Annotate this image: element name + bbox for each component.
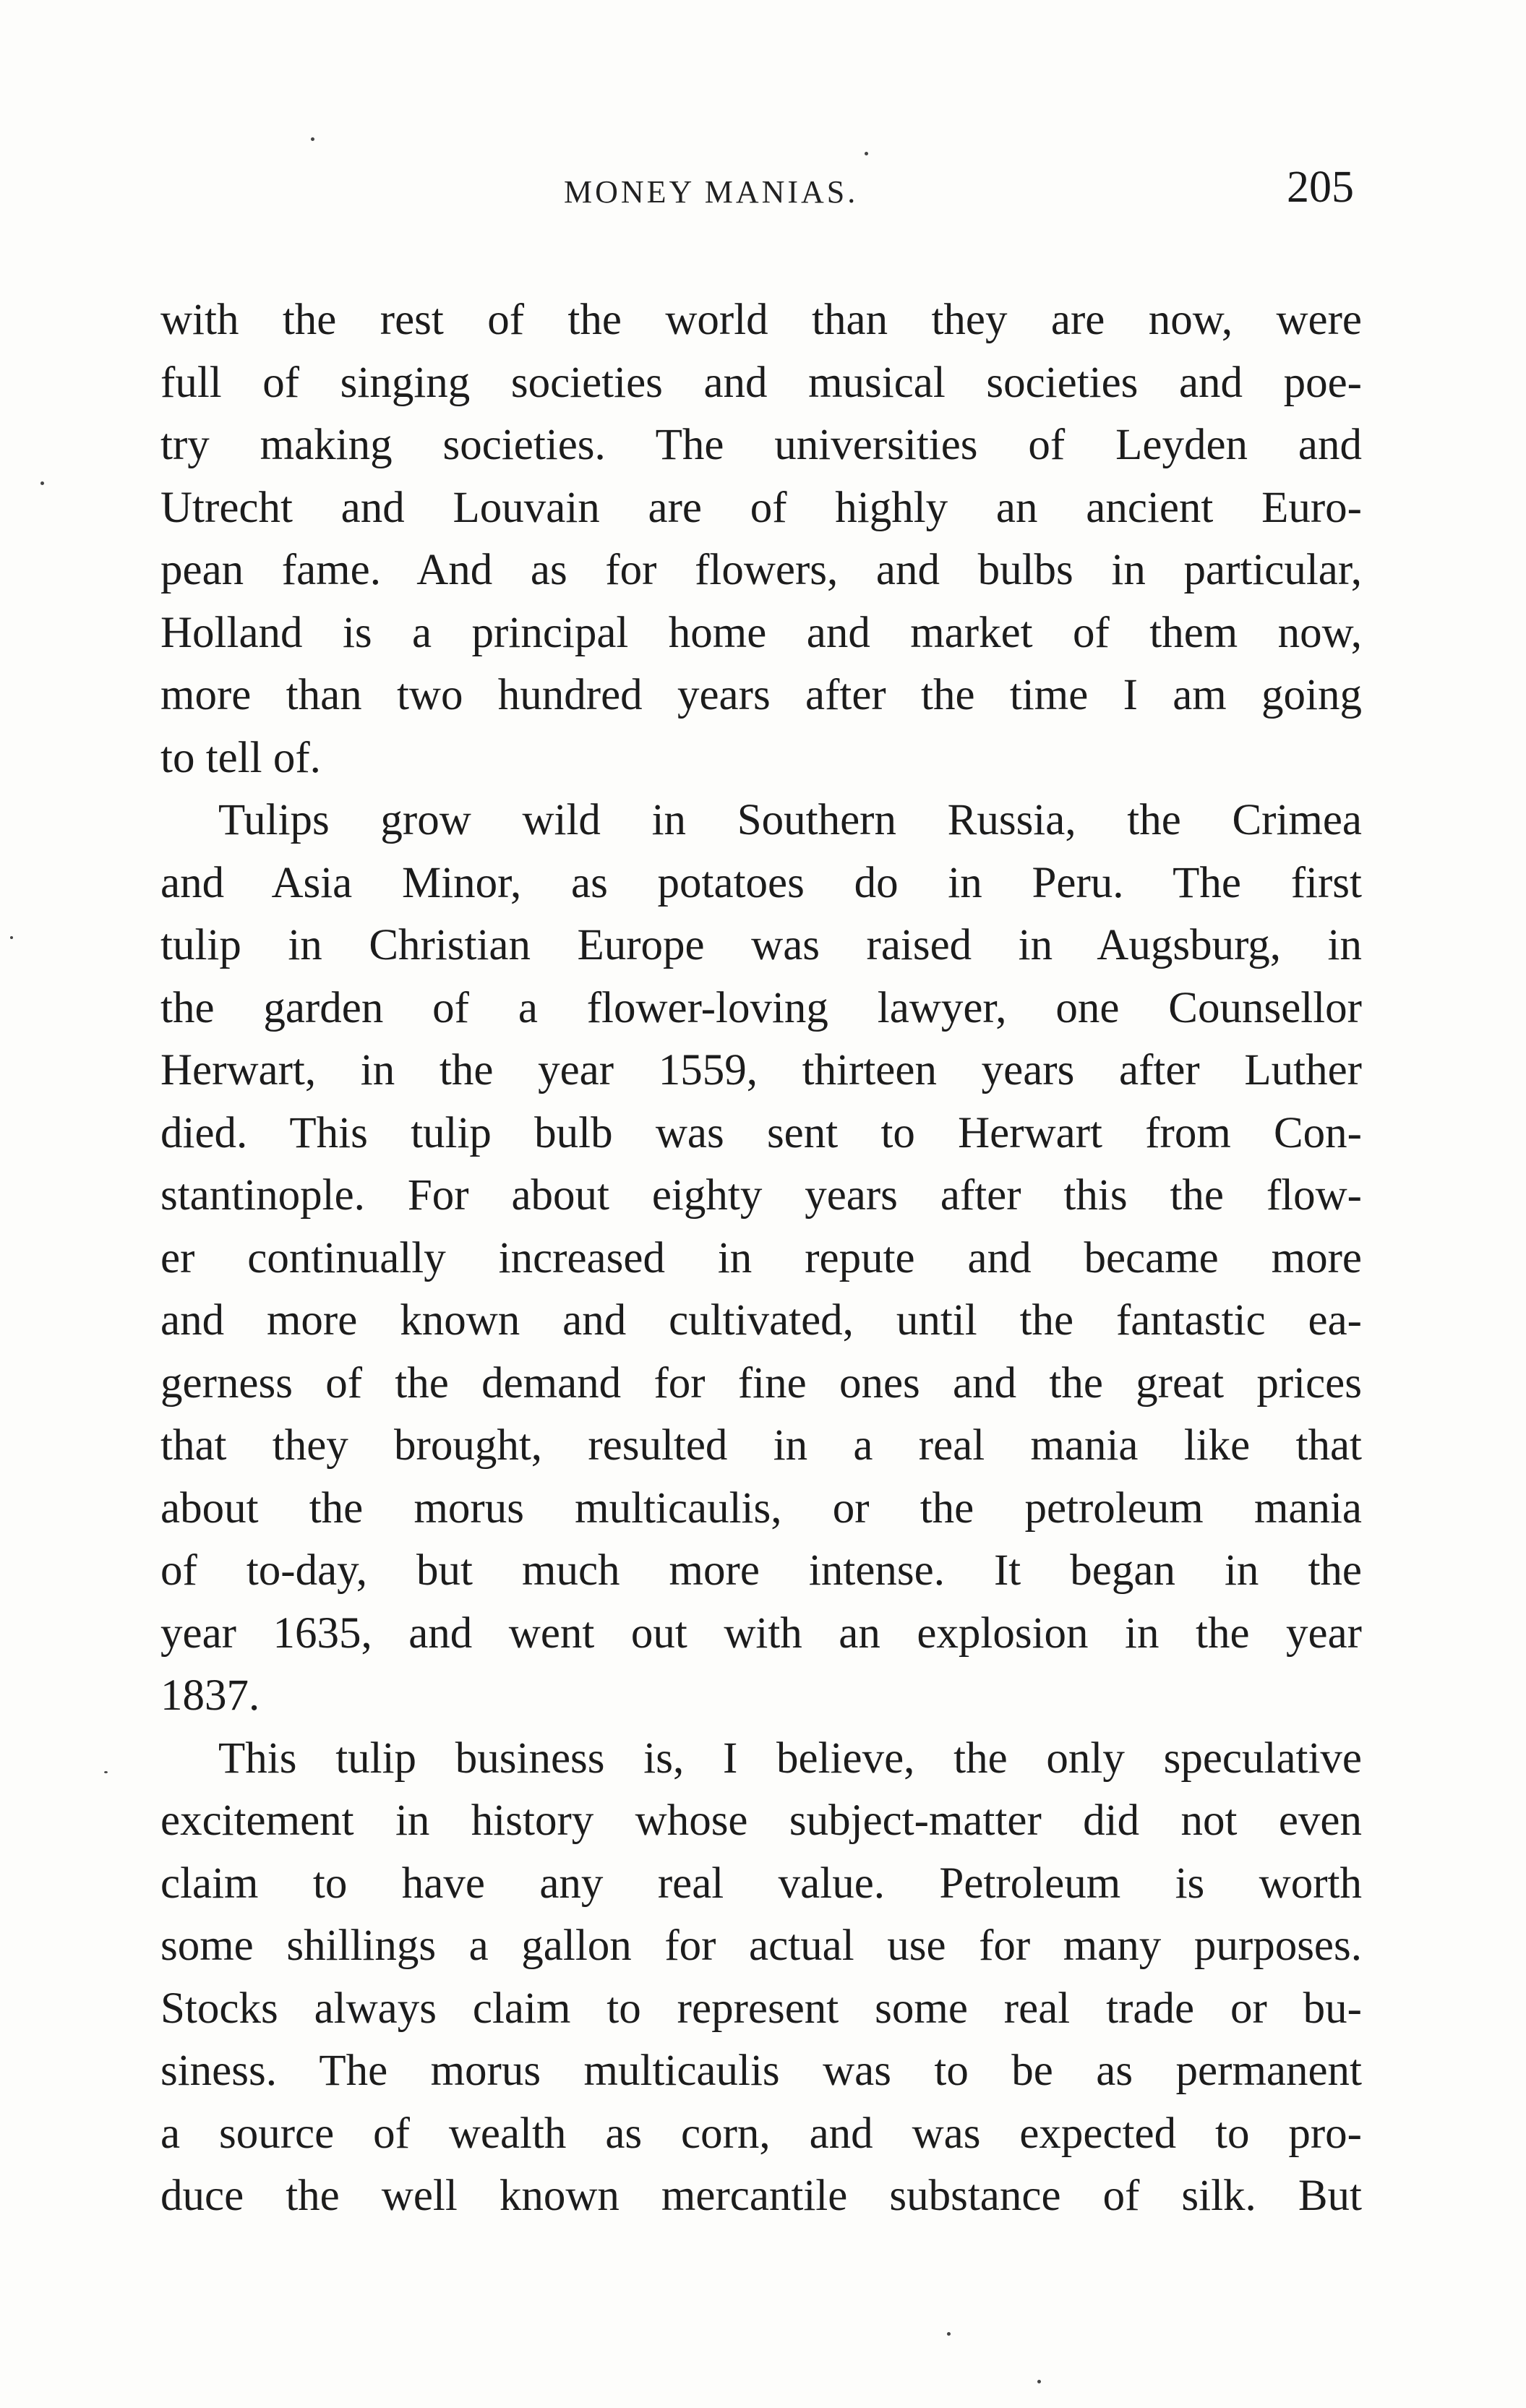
text-line: This tulip business is, I believe, the only speculative <box>218 1734 1362 1783</box>
text-line: year 1635, and went out with an explosion in the year <box>160 1608 1362 1658</box>
text-line: that they brought, resulted in a real mania like that <box>160 1421 1362 1470</box>
body-text <box>160 289 1362 2228</box>
text-line: stantinople. For about eighty years after this the flow- <box>160 1171 1362 1220</box>
running-head-title: MONEY MANIAS. <box>564 174 859 210</box>
scan-speck <box>311 137 314 141</box>
text-line: pean fame. And as for flowers, and bulbs in particular, <box>160 546 1362 594</box>
text-line: Utrecht and Louvain are of highly an ancient Euro- <box>160 483 1362 532</box>
paragraph-2 <box>160 789 1362 1728</box>
text-line: died. This tulip bulb was sent to Herwart from Con- <box>160 1108 1362 1157</box>
text-line: gerness of the demand for fine ones and the great prices <box>160 1358 1362 1407</box>
text-line: siness. The morus multicaulis was to be as permanent <box>160 2047 1362 2095</box>
scan-speck <box>104 1771 108 1773</box>
text-line: er continually increased in repute and became more <box>160 1233 1362 1282</box>
text-line: more than two hundred years after the time I am going <box>160 671 1362 719</box>
scan-speck <box>1037 2380 1041 2383</box>
text-line: a source of wealth as corn, and was expected to pro- <box>160 2109 1362 2158</box>
scan-speck <box>865 152 868 155</box>
paragraph-1 <box>160 289 1362 789</box>
text-line: Holland is a principal home and market of them now, <box>160 608 1362 657</box>
text-line: claim to have any real value. Petroleum is worth <box>160 1859 1362 1908</box>
text-line: with the rest of the world than they are now, were <box>160 296 1362 344</box>
text-line: to tell of. <box>160 733 321 782</box>
text-line: and Asia Minor, as potatoes do in Peru. The first <box>160 858 1362 907</box>
text-line: 1837. <box>160 1671 260 1720</box>
text-line: and more known and cultivated, until the fantastic ea- <box>160 1296 1362 1345</box>
text-line: some shillings a gallon for actual use for many purposes. <box>160 1921 1362 1970</box>
scan-speck <box>947 2332 951 2336</box>
text-line: duce the well known mercantile substance of silk. But <box>160 2172 1362 2220</box>
text-line: Tulips grow wild in Southern Russia, the Crimea <box>218 796 1362 844</box>
text-line: tulip in Christian Europe was raised in Augsburg, in <box>160 921 1362 969</box>
paragraph-3 <box>160 1728 1362 2228</box>
text-line: about the morus multicaulis, or the petroleum mania <box>160 1483 1362 1533</box>
text-line: excitement in history whose subject-matter did not even <box>160 1796 1362 1845</box>
text-line: Stocks always claim to represent some real trade or bu- <box>160 1984 1362 2033</box>
text-line: try making societies. The universities of Leyden and <box>160 421 1362 469</box>
page-number: 205 <box>1287 163 1354 212</box>
scan-speck <box>10 936 13 939</box>
text-line: of to-day, but much more intense. It began in the <box>160 1546 1362 1595</box>
text-line: full of singing societies and musical societies and poe- <box>160 358 1362 407</box>
scan-speck <box>40 481 44 485</box>
text-line: the garden of a flower-loving lawyer, one Counsellor <box>160 983 1362 1032</box>
text-line: Herwart, in the year 1559, thirteen years after Luther <box>160 1046 1362 1094</box>
